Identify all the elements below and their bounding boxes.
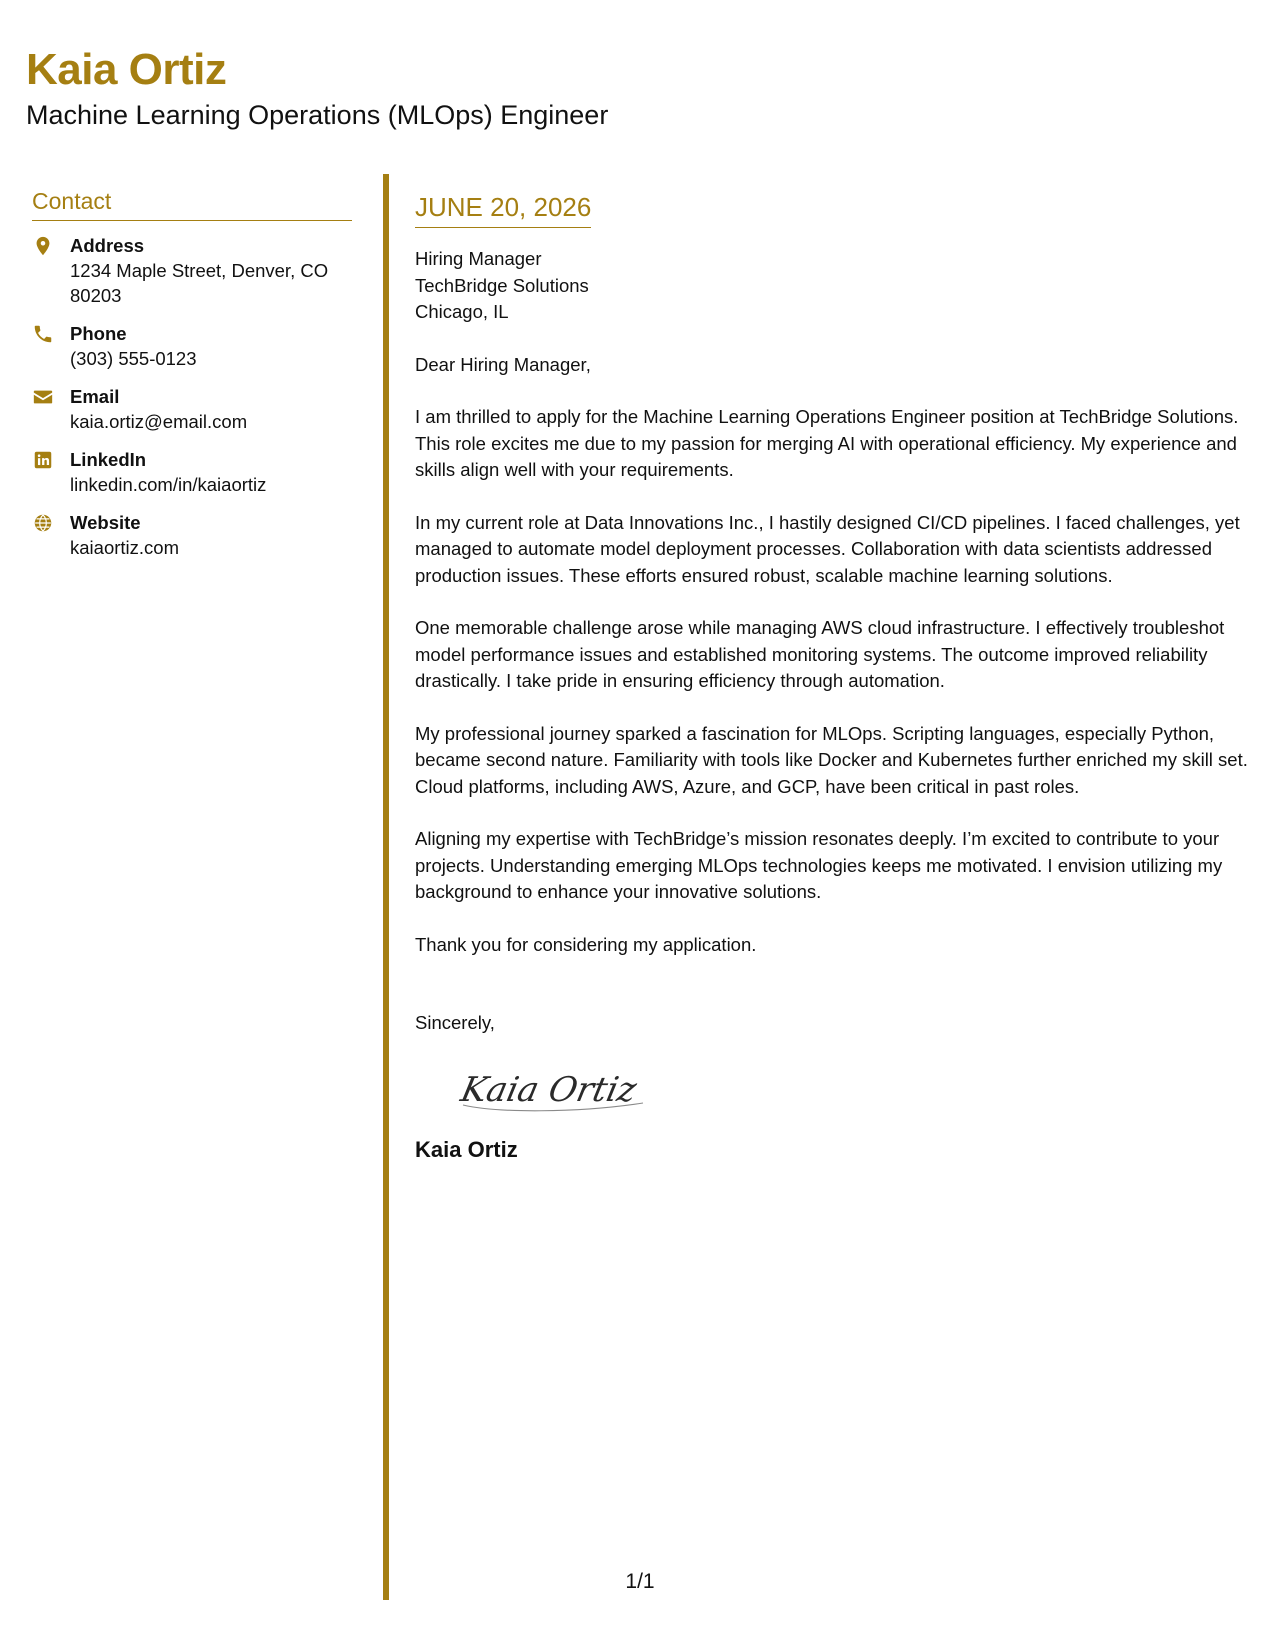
letter-paragraph: In my current role at Data Innovations Inc., I hastily designed CI/CD pipelines. I faced challenges, yet managed to automate model deployment processes. Collaboration with data scientists addressed production issues. These efforts ensured robust, scalable machine learning solutions. — [415, 511, 1240, 586]
contact-item-website — [32, 510, 352, 560]
contact-item-linkedin — [32, 447, 352, 497]
letter-date: JUNE 20, 2026 — [415, 192, 591, 228]
letter-paragraph: Aligning my expertise with TechBridge’s mission resonates deeply. I’m excited to contribute to your projects. Understanding emerging MLOps technologies keeps me motivated. I envision utilizing my background to enhance your innovative solutions. — [415, 828, 1223, 903]
letter-paragraph: I am thrilled to apply for the Machine Learning Operations Engineer position at TechBridge Solutions. This role excites me due to my passion for merging AI with operational efficiency. My experience and skills align well with your requirements. — [415, 406, 1239, 481]
closing: Sincerely, — [415, 1012, 495, 1034]
recipient-line: TechBridge Solutions — [415, 274, 589, 296]
contact-item-phone — [32, 321, 352, 371]
contact-label-website: Website — [70, 511, 141, 533]
envelope-icon — [32, 386, 54, 408]
phone-icon — [32, 323, 54, 345]
contact-item-address — [32, 233, 352, 308]
contact-value-linkedin: linkedin.com/in/kaiaortiz — [70, 473, 267, 495]
page-number: 1/1 — [625, 1570, 655, 1593]
contact-value-email: kaia.ortiz@email.com — [70, 410, 248, 432]
contact-heading: Contact — [32, 188, 352, 221]
column-divider — [383, 174, 389, 1600]
svg-text:Kaia Ortiz: Kaia Ortiz — [457, 1070, 640, 1110]
letter-paragraph: My professional journey sparked a fascination for MLOps. Scripting languages, especially Python, became second nature. Familiarity with tools like Docker and Kubernetes further enriched my skill set. Cloud platforms, including AWS, Azure, and GCP, have been critical in past roles. — [415, 722, 1248, 797]
recipient-line: Hiring Manager — [415, 248, 542, 270]
recipient-line: Chicago, IL — [415, 301, 509, 323]
contact-label-linkedin: LinkedIn — [70, 448, 147, 470]
contact-value-address: 1234 Maple Street, Denver, CO 80203 — [70, 259, 329, 306]
location-pin-icon — [32, 235, 54, 257]
candidate-title: Machine Learning Operations (MLOps) Engineer — [26, 100, 609, 130]
contact-label-phone: Phone — [70, 322, 127, 344]
letter-paragraph: Thank you for considering my application. — [415, 933, 757, 955]
candidate-name: Kaia Ortiz — [26, 45, 227, 94]
contact-item-email — [32, 384, 352, 434]
contact-sidebar — [32, 188, 352, 573]
salutation: Dear Hiring Manager, — [415, 353, 591, 375]
linkedin-icon — [32, 449, 54, 471]
globe-icon — [32, 512, 54, 534]
contact-label-email: Email — [70, 385, 120, 407]
recipient-block — [415, 246, 1250, 326]
letter-paragraph: One memorable challenge arose while managing AWS cloud infrastructure. I effectively troubleshot model performance issues and established monitoring systems. The outcome improved reliability drastically. I take pride in ensuring efficiency through automation. — [415, 617, 1225, 692]
handwritten-signature — [457, 1055, 1250, 1125]
contact-value-phone: (303) 555-0123 — [70, 347, 197, 369]
contact-label-address: Address — [70, 234, 145, 256]
signer-name: Kaia Ortiz — [415, 1136, 518, 1162]
letter-body — [415, 192, 1250, 1163]
contact-value-website: kaiaortiz.com — [70, 536, 179, 558]
